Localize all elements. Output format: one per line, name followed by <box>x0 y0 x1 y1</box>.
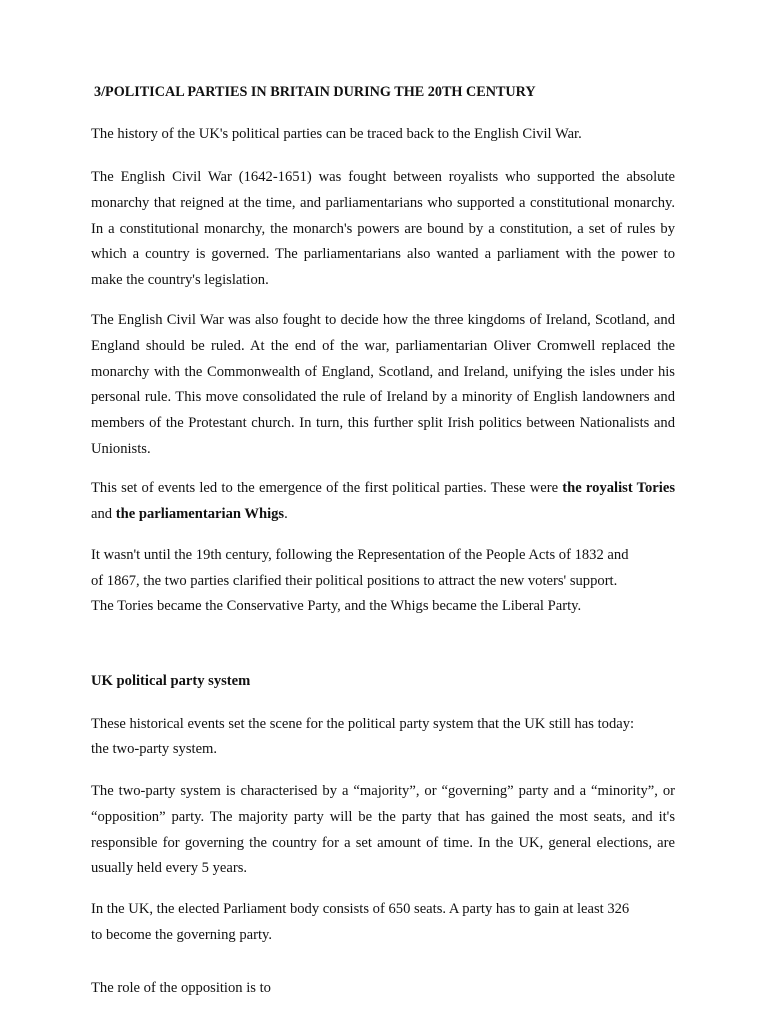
paragraph-line: The Tories became the Conservative Party, and the Whigs became the Liberal Party. <box>91 598 582 614</box>
paragraph-line: of 1867, the two parties clarified their political positions to attract the new voters' support. <box>91 573 618 589</box>
paragraph-line: It wasn't until the 19th century, following the Representation of the People Acts of 1832 and <box>91 547 629 563</box>
paragraph-line: to become the governing party. <box>91 927 273 943</box>
bold-royalist-tories: the royalist Tories <box>562 480 675 496</box>
paragraph-line: In the UK, the elected Parliament body consists of 650 seats. A party has to gain at least 326 <box>91 901 630 917</box>
document-title: 3/POLITICAL PARTIES IN BRITAIN DURING THE 20TH CENTURY <box>94 84 536 100</box>
paragraph-history: The history of the UK's political parties can be traced back to the English Civil War. <box>91 126 582 142</box>
paragraph-opposition: The role of the opposition is to <box>91 980 271 996</box>
paragraph-line: These historical events set the scene for the political party system that the UK still has today: <box>91 716 635 732</box>
section-heading: UK political party system <box>91 673 251 689</box>
paragraph-line: the two-party system. <box>91 741 218 757</box>
paragraph-kingdoms: The English Civil War was also fought to decide how the three kingdoms of Ireland, Scotland, and England should be ruled. At the end of the war, parliamentarian Oliver Cromwell replaced the monarchy with the Commonwealth of England, Scotland, and Ireland, unifying the isles under his personal rule. This move consolidated the rule of Ireland by a minority of English landowners and members of the Protestant church. In turn, this further split Irish politics between Nationalists and Unionists. <box>91 312 675 457</box>
paragraph-civil-war: The English Civil War (1642-1651) was fought between royalists who supported the absolute monarchy that reigned at the time, and parliamentarians who supported a constitutional monarchy. In a constitutional monarchy, the monarch's powers are bound by a constitution, a set of rules by which a country is governed. The parliamentarians also wanted a parliament with the power to make the country's legislation. <box>91 169 675 289</box>
paragraph-two-party-system: The two-party system is characterised by a “majority”, or “governing” party and a “minority”, or “opposition” party. The majority party will be the party that has gained the most seats, and it's responsible for governing the country for a set amount of time. In the UK, general elections, are usually held every 5 years. <box>91 783 675 877</box>
paragraph-first-parties: This set of events led to the emergence of the first political parties. These were the royalist Tories and the parliamentarian Whigs. <box>91 480 675 522</box>
bold-parliamentarian-whigs: the parliamentarian Whigs <box>115 505 285 522</box>
